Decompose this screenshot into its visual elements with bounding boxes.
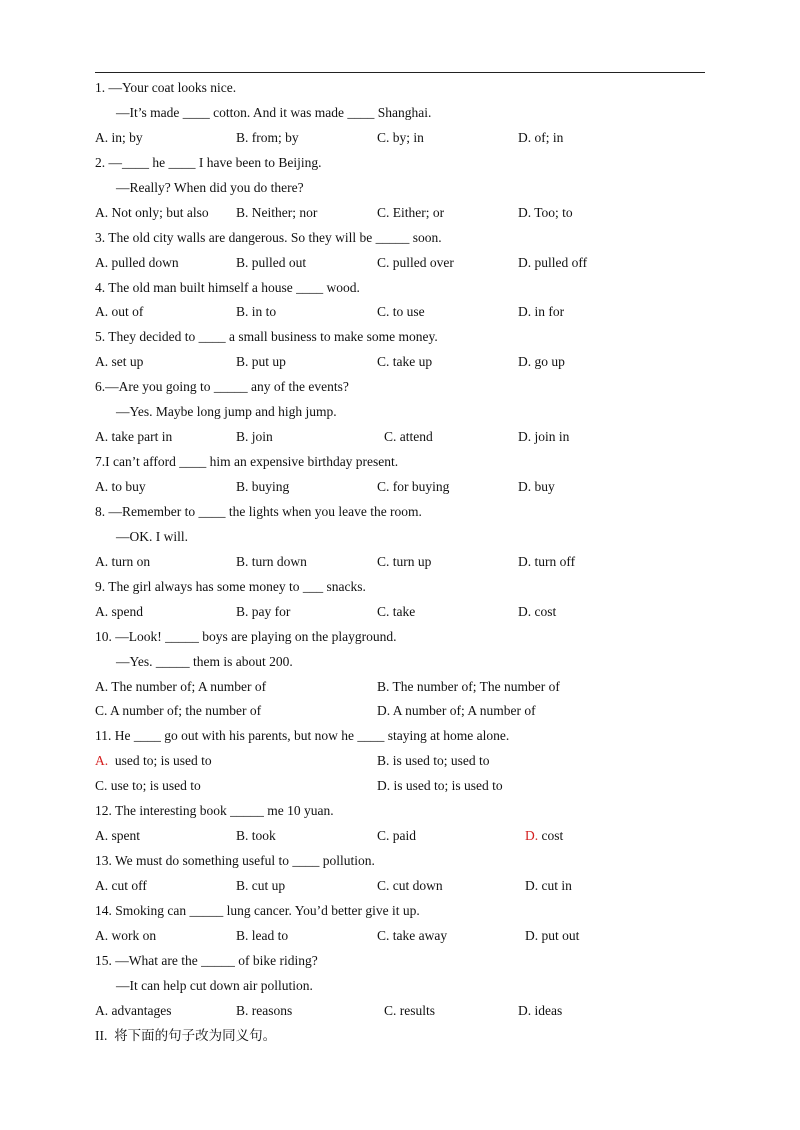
- option-b: B. buying: [236, 479, 290, 494]
- option-a-text: used to; is used to: [108, 753, 212, 769]
- answer-mark: A.: [95, 753, 109, 769]
- question-3-stem: 3. The old city walls are dangerous. So they will be _____ soon.: [95, 229, 442, 245]
- option-c: C. take up: [377, 354, 433, 370]
- option-a: A. in; by: [95, 129, 143, 145]
- question-12-options: [95, 826, 705, 851]
- question-7-stem: 7.I can’t afford ____ him an expensive birthday present.: [95, 454, 399, 470]
- option-c: C. by; in: [377, 129, 424, 145]
- option-d: D. go up: [518, 354, 565, 370]
- option-b: B. pay for: [236, 603, 291, 619]
- option-d: D. Too; to: [518, 204, 573, 220]
- question-8-options: [95, 552, 705, 577]
- question-4-stem: 4. The old man built himself a house ____ wood.: [95, 279, 360, 295]
- question-5-options: [95, 352, 705, 377]
- question-12-stem: 12. The interesting book _____ me 10 yuan.: [95, 803, 334, 819]
- option-a: A. The number of; A number of: [95, 678, 267, 694]
- option-a: A. take part in: [95, 429, 173, 445]
- option-a: A. advantages: [95, 1002, 172, 1018]
- option-d: [525, 826, 563, 846]
- option-b: B. join: [236, 429, 273, 445]
- question-10-options-row2: [95, 701, 705, 726]
- option-b: B. from; by: [236, 129, 299, 145]
- question-6-options: [95, 427, 705, 452]
- option-c: C. turn up: [377, 553, 432, 569]
- option-d: D. join in: [518, 429, 570, 445]
- question-9-options: [95, 602, 705, 627]
- option-a: A. cut off: [95, 878, 147, 893]
- option-c: C. results: [384, 1002, 436, 1018]
- option-b: B. in to: [236, 304, 277, 320]
- question-2-stem: 2. —____ he ____ I have been to Beijing.: [95, 154, 322, 170]
- question-6-stem: 6.—Are you going to _____ any of the events?: [95, 379, 349, 395]
- option-d: D. cut in: [525, 878, 572, 893]
- question-6-line2: —Yes. Maybe long jump and high jump.: [116, 404, 337, 420]
- option-b: B. reasons: [236, 1002, 293, 1018]
- question-2-options: [95, 203, 705, 228]
- question-11-stem: 11. He ____ go out with his parents, but now he ____ staying at home alone.: [95, 728, 510, 744]
- option-c: C. take: [377, 603, 416, 619]
- answer-mark: D.: [525, 828, 539, 844]
- option-a: A. set up: [95, 354, 144, 370]
- question-11-options-row2: [95, 776, 705, 801]
- option-d: D. put out: [525, 927, 580, 943]
- question-1-options: [95, 128, 705, 153]
- option-a: [95, 751, 212, 771]
- option-c: C. Either; or: [377, 204, 445, 220]
- option-b: B. took: [236, 828, 276, 844]
- exercise-list: [95, 78, 705, 1051]
- option-d: D. in for: [518, 304, 565, 320]
- question-2-line2: —Really? When did you do there?: [116, 179, 304, 195]
- option-b: B. put up: [236, 354, 286, 370]
- question-13-stem: 13. We must do something useful to ____ pollution.: [95, 853, 375, 869]
- option-d: D. ideas: [518, 1002, 563, 1018]
- option-b: B. The number of; The number of: [377, 678, 560, 694]
- option-d: D. of; in: [518, 129, 564, 145]
- question-10-stem: 10. —Look! _____ boys are playing on the playground.: [95, 628, 397, 644]
- option-b: B. cut up: [236, 878, 286, 893]
- option-d: D. A number of; A number of: [377, 703, 536, 719]
- question-5-stem: 5. They decided to ____ a small business to make some money.: [95, 329, 438, 345]
- option-a: A. spend: [95, 603, 143, 619]
- option-d: D. is used to; is used to: [377, 778, 503, 794]
- option-d: D. cost: [518, 603, 557, 619]
- question-11-options-row1: [95, 751, 705, 776]
- option-b: B. pulled out: [236, 254, 307, 270]
- option-a: A. work on: [95, 927, 157, 943]
- question-1-stem: 1. —Your coat looks nice.: [95, 80, 237, 95]
- option-c: C. attend: [384, 429, 433, 445]
- option-c: C. to use: [377, 304, 425, 320]
- option-a: A. pulled down: [95, 254, 179, 270]
- question-1-line2: —It’s made ____ cotton. And it was made ____ Shanghai.: [116, 104, 432, 120]
- section-2-heading: II. 将下面的句子改为同义句。: [95, 1027, 277, 1043]
- question-8-stem: 8. —Remember to ____ the lights when you leave the room.: [95, 503, 422, 519]
- option-b: B. Neither; nor: [236, 204, 318, 220]
- option-d: D. turn off: [518, 553, 576, 569]
- option-c: C. cut down: [377, 878, 443, 893]
- option-d: D. pulled off: [518, 254, 588, 270]
- option-b: B. lead to: [236, 927, 289, 943]
- option-c: C. A number of; the number of: [95, 703, 262, 719]
- option-a: A. out of: [95, 304, 144, 320]
- question-10-options-row1: [95, 677, 705, 702]
- question-4-options: [95, 302, 705, 327]
- option-a: A. Not only; but also: [95, 204, 209, 220]
- option-a: A. to buy: [95, 479, 146, 494]
- question-10-line2: —Yes. _____ them is about 200.: [116, 653, 293, 669]
- option-a: A. turn on: [95, 553, 151, 569]
- question-7-options: [95, 477, 705, 502]
- option-c: C. for buying: [377, 479, 450, 494]
- question-14-stem: 14. Smoking can _____ lung cancer. You’d better give it up.: [95, 902, 420, 918]
- question-9-stem: 9. The girl always has some money to ___ snacks.: [95, 578, 366, 594]
- option-b: B. turn down: [236, 553, 307, 569]
- option-c: C. take away: [377, 927, 448, 943]
- option-b: B. is used to; used to: [377, 753, 490, 769]
- question-8-line2: —OK. I will.: [116, 528, 188, 544]
- option-d: D. buy: [518, 479, 555, 494]
- question-3-options: [95, 253, 705, 278]
- header-rule: [95, 72, 705, 73]
- option-c: C. use to; is used to: [95, 778, 201, 794]
- question-15-stem: 15. —What are the _____ of bike riding?: [95, 952, 318, 968]
- option-c: C. pulled over: [377, 254, 454, 270]
- option-c: C. paid: [377, 828, 416, 844]
- question-13-options: [95, 876, 705, 901]
- question-15-line2: —It can help cut down air pollution.: [116, 977, 313, 993]
- question-14-options: [95, 926, 705, 951]
- option-a: A. spent: [95, 828, 140, 844]
- question-15-options: [95, 1001, 705, 1026]
- option-d-text: cost: [538, 828, 564, 844]
